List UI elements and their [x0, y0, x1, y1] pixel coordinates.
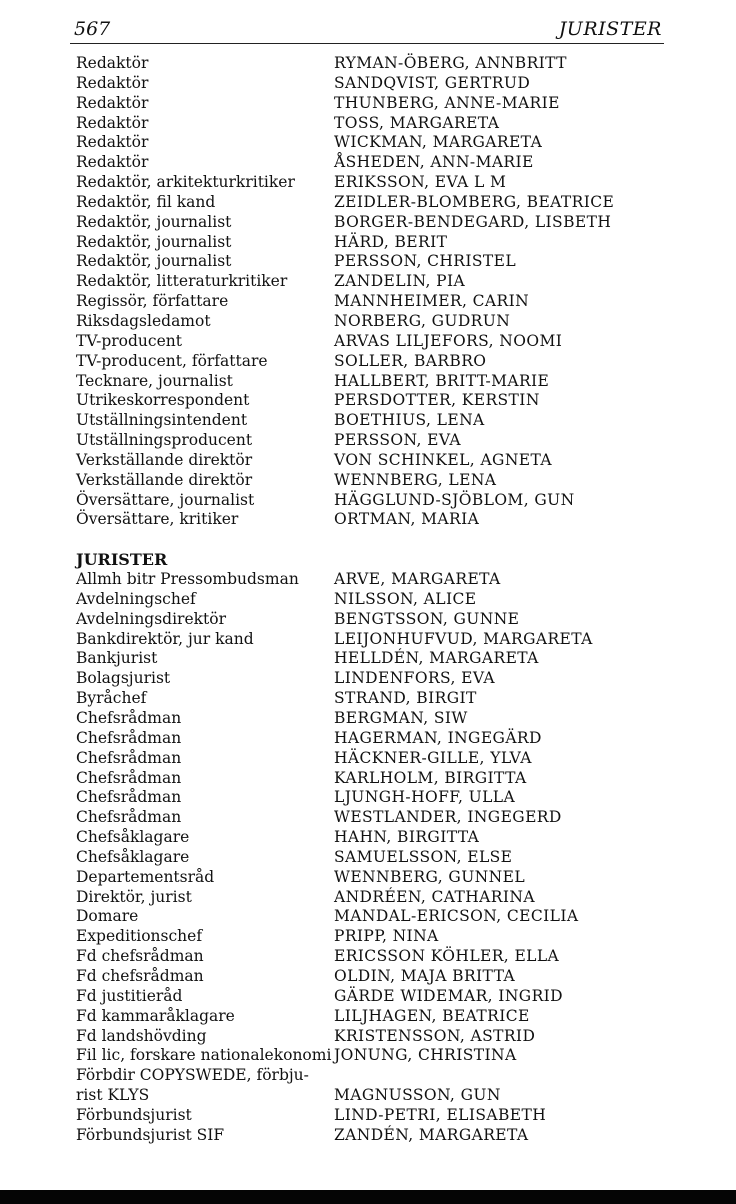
- list-item: [76, 1007, 676, 1027]
- entry-name: LILJHAGEN, BEATRICE: [334, 1006, 530, 1025]
- entry-name: THUNBERG, ANNE-MARIE: [334, 93, 560, 112]
- entry-role: Expeditionschef: [76, 927, 203, 946]
- entry-role: Redaktör, journalist: [76, 232, 232, 251]
- list-item: [76, 769, 676, 789]
- entry-name: ZEIDLER-BLOMBERG, BEATRICE: [334, 192, 615, 211]
- entry-role: Avdelningsdirektör: [76, 609, 226, 628]
- entry-role: Redaktör, arkitekturkritiker: [76, 173, 295, 192]
- entry-role: Redaktör: [76, 133, 149, 152]
- entry-name: LIND-PETRI, ELISABETH: [334, 1105, 547, 1124]
- entry-name: KRISTENSSON, ASTRID: [334, 1026, 536, 1045]
- list-item: [76, 749, 676, 769]
- entry-name: WENNBERG, LENA: [334, 470, 497, 489]
- scan-edge-bar: [0, 1190, 736, 1204]
- entry-name: BERGMAN, SIW: [334, 709, 468, 727]
- entry-role: Regissör, författare: [76, 292, 229, 311]
- entry-name: ZANDELIN, PIA: [334, 272, 466, 291]
- entry-role: Bankjurist: [76, 649, 158, 668]
- entry-name: SANDQVIST, GERTRUD: [334, 73, 531, 92]
- list-section-jurister: [76, 570, 676, 1066]
- directory-list: [76, 54, 676, 1146]
- list-item: [76, 94, 676, 114]
- list-item: [76, 491, 676, 511]
- list-item: [76, 1126, 676, 1146]
- entry-role: Förbundsjurist SIF: [76, 1125, 225, 1144]
- list-item: [76, 788, 676, 808]
- list-item: [76, 471, 676, 491]
- entry-name: LJUNGH-HOFF, ULLA: [334, 788, 516, 807]
- section-heading: JURISTER: [76, 550, 168, 570]
- entry-role: Redaktör: [76, 54, 149, 72]
- list-item: [76, 808, 676, 828]
- entry-role: Tecknare, journalist: [76, 371, 233, 390]
- entry-role: TV-producent, författare: [76, 351, 268, 370]
- entry-role: Redaktör: [76, 93, 149, 112]
- entry-role: Chefsrådman: [76, 808, 182, 827]
- entry-name: VON SCHINKEL, AGNETA: [334, 450, 552, 469]
- list-item: [76, 173, 676, 193]
- entry-name: HAGERMAN, INGEGÄRD: [334, 728, 542, 747]
- entry-name: BOETHIUS, LENA: [334, 411, 485, 430]
- list-item: [76, 888, 676, 908]
- entry-role: Fil lic, forskare nationalekonomi: [76, 1046, 332, 1065]
- list-section-after: [76, 1106, 676, 1146]
- entry-name: PERSSON, CHRISTEL: [334, 252, 517, 271]
- entry-name: MANDAL-ERICSON, CECILIA: [334, 907, 579, 926]
- entry-name: ÅSHEDEN, ANN-MARIE: [334, 153, 534, 172]
- list-item: [76, 54, 676, 74]
- entry-role: Översättare, kritiker: [76, 510, 239, 529]
- list-item: [76, 133, 676, 153]
- entry-name: LEIJONHUFVUD, MARGARETA: [334, 629, 593, 648]
- entry-name: KARLHOLM, BIRGITTA: [334, 768, 527, 787]
- entry-name: SOLLER, BARBRO: [334, 351, 487, 370]
- list-item: [76, 272, 676, 292]
- list-item: [76, 610, 676, 630]
- entry-name: BORGER-BENDEGARD, LISBETH: [334, 212, 612, 231]
- list-item: [76, 1106, 676, 1126]
- list-item: [76, 729, 676, 749]
- entry-name: ARVAS LILJEFORS, NOOMI: [334, 331, 563, 350]
- list-item: [76, 74, 676, 94]
- entry-name: NORBERG, GUDRUN: [334, 311, 511, 330]
- list-section-before: [76, 54, 676, 530]
- entry-role: Chefsrådman: [76, 768, 182, 787]
- entry-name: STRAND, BIRGIT: [334, 689, 477, 708]
- list-item: [76, 669, 676, 689]
- entry-name: ORTMAN, MARIA: [334, 510, 480, 529]
- entry-name: RYMAN-ÖBERG, ANNBRITT: [334, 54, 567, 72]
- entry-role: Chefsrådman: [76, 748, 182, 767]
- entry-name: ERIKSSON, EVA L M: [334, 173, 507, 192]
- entry-name: HAHN, BIRGITTA: [334, 828, 480, 847]
- entry-name: PERSDOTTER, KERSTIN: [334, 391, 540, 410]
- entry-name: BENGTSSON, GUNNE: [334, 609, 520, 628]
- entry-role: Redaktör, litteraturkritiker: [76, 272, 288, 291]
- entry-name: HÄGGLUND-SJÖBLOM, GUN: [334, 490, 575, 509]
- list-item: [76, 411, 676, 431]
- list-item: [76, 252, 676, 272]
- entry-name: WENNBERG, GUNNEL: [334, 867, 526, 886]
- entry-role: Byråchef: [76, 689, 147, 708]
- list-item: [76, 193, 676, 213]
- entry-name: PRIPP, NINA: [334, 927, 439, 946]
- entry-role: Direktör, jurist: [76, 887, 192, 906]
- entry-role: Chefsåklagare: [76, 847, 190, 866]
- entry-name: JONUNG, CHRISTINA: [334, 1046, 517, 1065]
- entry-role: Redaktör, journalist: [76, 212, 232, 231]
- list-item: [76, 372, 676, 392]
- entry-role: TV-producent: [76, 331, 182, 350]
- entry-role: Verkställande direktör: [76, 450, 253, 469]
- entry-name: ZANDÉN, MARGARETA: [334, 1125, 529, 1144]
- page-number: 567: [74, 18, 111, 40]
- entry-role: Utställningsintendent: [76, 411, 248, 430]
- list-item: [76, 828, 676, 848]
- entry-name: HÄRD, BERIT: [334, 232, 448, 251]
- entry-name: HALLBERT, BRITT-MARIE: [334, 371, 550, 390]
- page-header: [70, 18, 664, 46]
- list-item: [76, 332, 676, 352]
- list-item: [76, 114, 676, 134]
- entry-name: HÄCKNER-GILLE, YLVA: [334, 748, 532, 767]
- list-item: [76, 1027, 676, 1047]
- list-item: [76, 292, 676, 312]
- list-item: [76, 848, 676, 868]
- entry-role: Fd chefsrådman: [76, 966, 204, 985]
- list-item: [76, 967, 676, 987]
- entry-role: Chefsrådman: [76, 788, 182, 807]
- entry-name: WICKMAN, MARGARETA: [334, 133, 543, 152]
- entry-role: Redaktör: [76, 73, 149, 92]
- entry-role: Fd landshövding: [76, 1026, 207, 1045]
- entry-role: Chefsrådman: [76, 709, 182, 727]
- entry-role: Fd chefsrådman: [76, 947, 204, 966]
- entry-role: Redaktör, journalist: [76, 252, 232, 271]
- entry-role: Redaktör: [76, 113, 149, 132]
- list-item: [76, 391, 676, 411]
- entry-role: Chefsåklagare: [76, 828, 190, 847]
- entry-name: LINDENFORS, EVA: [334, 669, 495, 688]
- entry-name: HELLDÉN, MARGARETA: [334, 649, 539, 668]
- entry-name: ERICSSON KÖHLER, ELLA: [334, 947, 560, 966]
- entry-role: Riksdagsledamot: [76, 311, 211, 330]
- entry-name: ARVE, MARGARETA: [334, 570, 501, 589]
- list-item: [76, 649, 676, 669]
- list-item: [76, 1046, 676, 1066]
- list-item: [76, 689, 676, 709]
- entry-role: Bolagsjurist: [76, 669, 171, 688]
- entry-name: NILSSON, ALICE: [334, 589, 477, 608]
- header-rule: [70, 43, 664, 44]
- entry-name: MANNHEIMER, CARIN: [334, 292, 530, 311]
- entry-role: Redaktör: [76, 153, 149, 172]
- list-item: [76, 987, 676, 1007]
- section-gap: [76, 530, 676, 550]
- list-item: [76, 868, 676, 888]
- entry-name: GÄRDE WIDEMAR, INGRID: [334, 986, 563, 1005]
- entry-name: SAMUELSSON, ELSE: [334, 847, 513, 866]
- entry-role: Chefsrådman: [76, 728, 182, 747]
- list-item: [76, 927, 676, 947]
- entry-role: Utställningsproducent: [76, 431, 253, 450]
- list-item: [76, 947, 676, 967]
- entry-role: Domare: [76, 907, 139, 926]
- running-head: JURISTER: [558, 18, 662, 40]
- list-item: [76, 352, 676, 372]
- entry-role: Allmh bitr Pressombudsman: [76, 570, 299, 589]
- entry-name: PERSSON, EVA: [334, 431, 461, 450]
- list-item: [76, 451, 676, 471]
- list-item: [76, 590, 676, 610]
- entry-role: Förbdir COPYSWEDE, förbju-rist KLYS: [76, 1066, 309, 1105]
- entry-role: Utrikeskorrespondent: [76, 391, 250, 410]
- entry-role: Avdelningschef: [76, 589, 196, 608]
- list-item: [76, 213, 676, 233]
- list-item: [76, 233, 676, 253]
- list-item: [76, 431, 676, 451]
- list-item: [76, 153, 676, 173]
- entry-role: Verkställande direktör: [76, 470, 253, 489]
- list-item: [76, 510, 676, 530]
- entry-role: Fd kammaråklagare: [76, 1006, 235, 1025]
- entry-role: Bankdirektör, jur kand: [76, 629, 254, 648]
- entry-role: Förbundsjurist: [76, 1105, 192, 1124]
- list-item: [76, 570, 676, 590]
- list-item: [76, 630, 676, 650]
- list-item: [76, 709, 676, 729]
- list-item: [76, 907, 676, 927]
- list-item-wrapped: [76, 1066, 676, 1106]
- list-item: [76, 312, 676, 332]
- entry-role: Fd justitieråd: [76, 986, 183, 1005]
- entry-name: ANDRÉEN, CATHARINA: [334, 887, 535, 906]
- entry-name: WESTLANDER, INGEGERD: [334, 808, 562, 827]
- entry-name: TOSS, MARGARETA: [334, 113, 500, 132]
- entry-name: MAGNUSSON, GUN: [334, 1086, 501, 1105]
- entry-role: Översättare, journalist: [76, 490, 255, 509]
- entry-role: Departementsråd: [76, 867, 215, 886]
- entry-role: Redaktör, fil kand: [76, 192, 216, 211]
- entry-name: OLDIN, MAJA BRITTA: [334, 966, 516, 985]
